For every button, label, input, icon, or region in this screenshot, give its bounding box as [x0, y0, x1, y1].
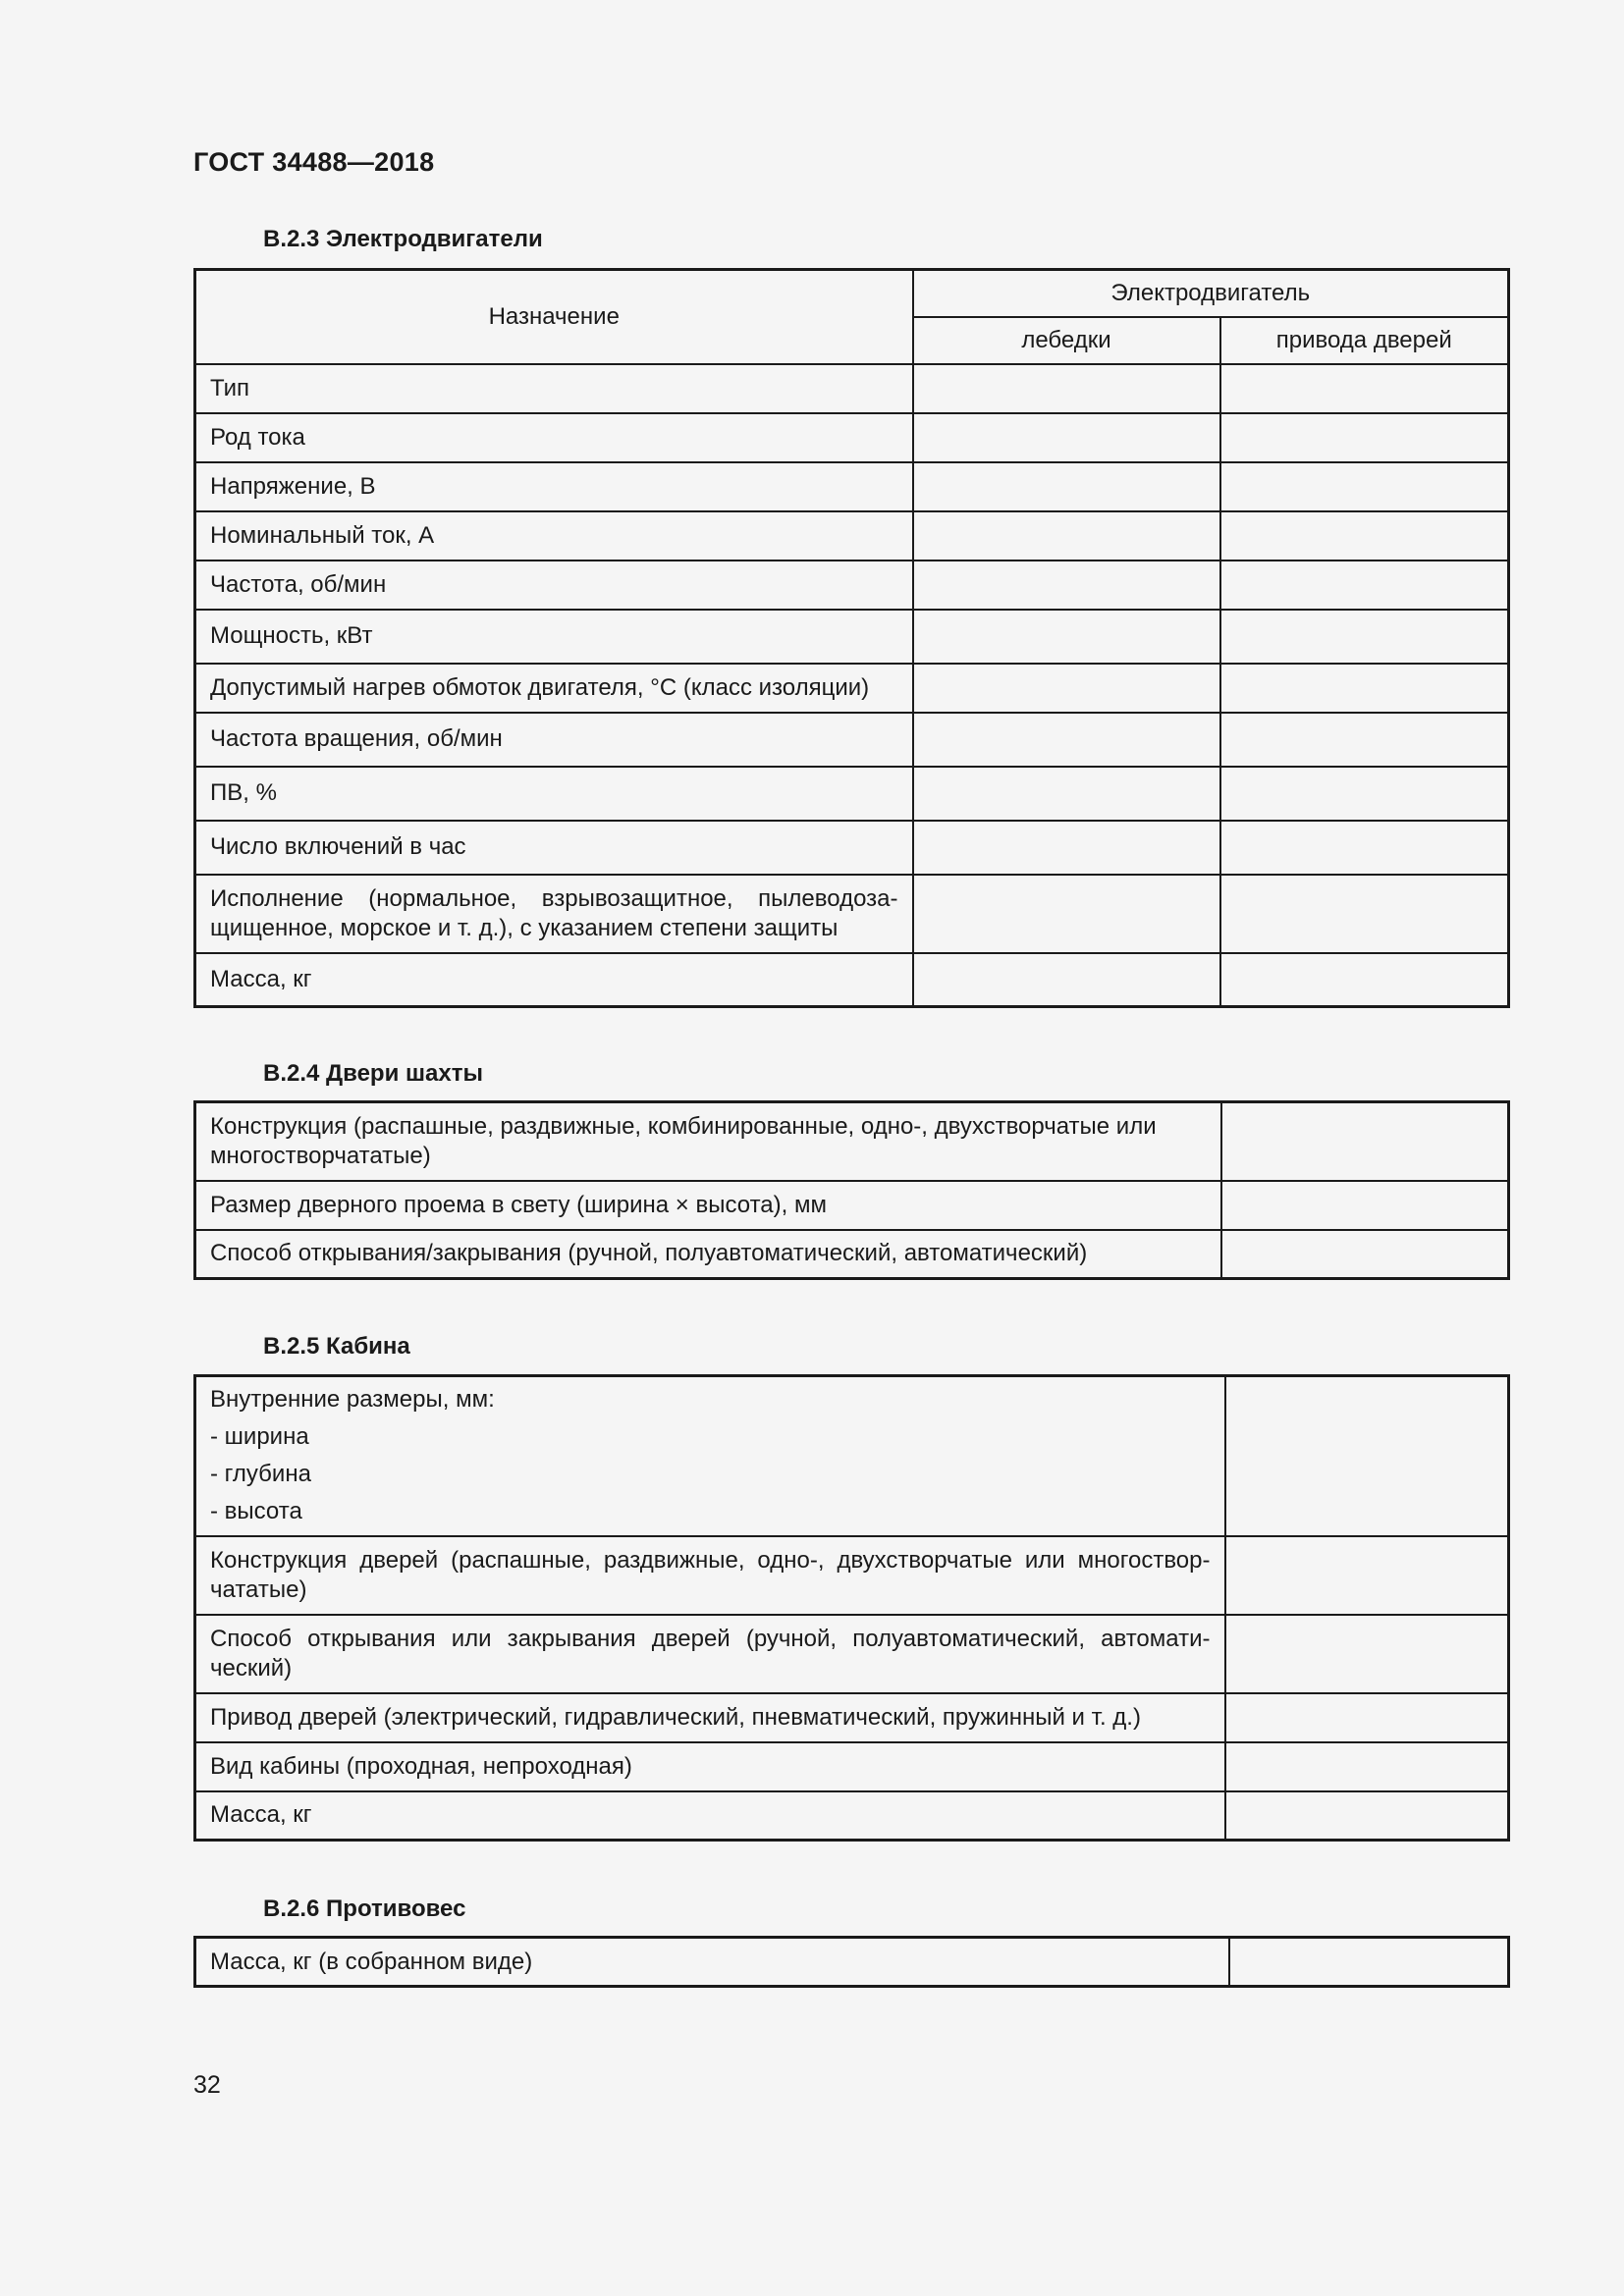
- empty-cell: [1220, 364, 1509, 413]
- empty-cell: [913, 953, 1220, 1007]
- empty-cell: [913, 821, 1220, 875]
- shaft-doors-table: [193, 1100, 1510, 1280]
- row-label: ПВ, %: [195, 767, 913, 821]
- empty-cell: [1225, 1693, 1509, 1742]
- row-label: Размер дверного проема в свету (ширина × высота), мм: [195, 1181, 1221, 1230]
- document-header: ГОСТ 34488—2018: [193, 147, 435, 177]
- empty-cell: [913, 511, 1220, 561]
- row-label: Масса, кг (в собранном виде): [195, 1938, 1229, 1987]
- row-label: Масса, кг: [195, 953, 913, 1007]
- empty-cell: [1229, 1938, 1509, 1987]
- empty-cell: [1220, 610, 1509, 664]
- empty-cell: [1220, 462, 1509, 511]
- row-label: Способ открывания или закрывания дверей (ручной, полуавтоматический, автоматический): [195, 1615, 1225, 1693]
- empty-cell: [913, 610, 1220, 664]
- motors-table: [193, 268, 1510, 1008]
- row-label: Конструкция (распашные, раздвижные, комбинированные, одно-, двухстворчатые или многостворчататые): [195, 1102, 1221, 1181]
- empty-cell: [1225, 1376, 1509, 1536]
- row-label: Способ открывания/закрывания (ручной, полуавтоматический, автоматический): [195, 1230, 1221, 1279]
- empty-cell: [913, 713, 1220, 767]
- empty-cell: [913, 462, 1220, 511]
- empty-cell: [913, 664, 1220, 713]
- empty-cell: [1220, 875, 1509, 953]
- section-title-motors: В.2.3 Электродвигатели: [263, 226, 543, 252]
- header-winch: лебедки: [913, 317, 1220, 364]
- row-label: Частота, об/мин: [195, 561, 913, 610]
- dimensions-label: Внутренние размеры, мм:: [210, 1386, 495, 1414]
- header-purpose: Назначение: [195, 270, 913, 364]
- empty-cell: [1220, 821, 1509, 875]
- row-label: Род тока: [195, 413, 913, 462]
- header-motor-group: Электродвигатель: [913, 270, 1509, 317]
- empty-cell: [1220, 561, 1509, 610]
- empty-cell: [1225, 1615, 1509, 1693]
- header-door-drive: привода дверей: [1220, 317, 1509, 364]
- row-label: Число включений в час: [195, 821, 913, 875]
- row-label: Напряжение, В: [195, 462, 913, 511]
- row-label: Тип: [195, 364, 913, 413]
- section-title-counterweight: В.2.6 Противовес: [263, 1896, 466, 1922]
- dimension-depth: - глубина: [210, 1461, 311, 1488]
- row-label: Масса, кг: [195, 1791, 1225, 1841]
- empty-cell: [1225, 1791, 1509, 1841]
- empty-cell: [913, 364, 1220, 413]
- dimension-width: - ширина: [210, 1423, 309, 1451]
- empty-cell: [913, 767, 1220, 821]
- counterweight-table: [193, 1936, 1510, 1988]
- page-number: 32: [193, 2071, 221, 2099]
- dimension-height: - высота: [210, 1498, 302, 1525]
- row-label: Конструкция дверей (распашные, раздвижные, одно-, двухстворчатые или многостворчататые): [195, 1536, 1225, 1615]
- row-label: Допустимый нагрев обмоток двигателя, °С (класс изоляции): [195, 664, 913, 713]
- cabin-table: [193, 1374, 1510, 1842]
- dimensions-cell: [195, 1376, 1225, 1536]
- row-label: Частота вращения, об/мин: [195, 713, 913, 767]
- empty-cell: [1220, 713, 1509, 767]
- row-label: Исполнение (нормальное, взрывозащитное, пылеводозащищенное, морское и т. д.), с указанием степени защиты: [195, 875, 913, 953]
- empty-cell: [1220, 664, 1509, 713]
- empty-cell: [1221, 1102, 1509, 1181]
- empty-cell: [1220, 767, 1509, 821]
- section-title-cabin: В.2.5 Кабина: [263, 1333, 410, 1360]
- section-title-shaft-doors: В.2.4 Двери шахты: [263, 1060, 483, 1087]
- empty-cell: [1221, 1230, 1509, 1279]
- empty-cell: [1225, 1536, 1509, 1615]
- row-label: Привод дверей (электрический, гидравлический, пневматический, пружинный и т. д.): [195, 1693, 1225, 1742]
- row-label: Номинальный ток, А: [195, 511, 913, 561]
- empty-cell: [1220, 511, 1509, 561]
- empty-cell: [913, 875, 1220, 953]
- empty-cell: [1220, 953, 1509, 1007]
- empty-cell: [1220, 413, 1509, 462]
- empty-cell: [1221, 1181, 1509, 1230]
- empty-cell: [913, 413, 1220, 462]
- row-label: Мощность, кВт: [195, 610, 913, 664]
- empty-cell: [913, 561, 1220, 610]
- empty-cell: [1225, 1742, 1509, 1791]
- row-label: Вид кабины (проходная, непроходная): [195, 1742, 1225, 1791]
